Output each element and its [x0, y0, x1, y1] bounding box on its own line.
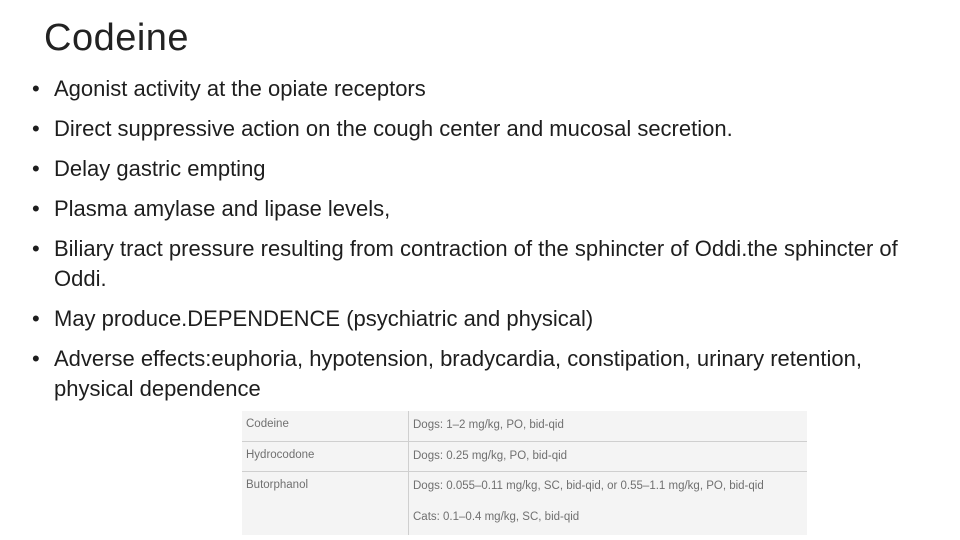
drug-name-cell: Hydrocodone	[242, 441, 409, 472]
bullet-item	[32, 304, 932, 334]
drug-name-cell: Codeine	[242, 411, 409, 441]
dose-text: Dogs: 0.25 mg/kg, PO, bid-qid	[413, 449, 568, 462]
bullet-marker: •	[32, 116, 40, 141]
dose-text: Cats: 0.1–0.4 mg/kg, SC, bid-qid	[413, 511, 580, 524]
dose-cell	[409, 441, 808, 472]
bullet-marker: •	[32, 76, 40, 101]
bullet-item	[32, 344, 932, 404]
bullet-item	[32, 194, 932, 224]
bullet-text: Plasma amylase and lipase levels,	[54, 196, 391, 221]
dosage-table	[242, 411, 807, 535]
bullet-text: May produce.DEPENDENCE (psychiatric and physical)	[54, 306, 594, 331]
bullet-item	[32, 154, 932, 184]
dose-text: Dogs: 1–2 mg/kg, PO, bid-qid	[413, 419, 564, 431]
drug-name-cell: Butorphanol	[242, 472, 409, 535]
dose-text: Dogs: 0.055–0.11 mg/kg, SC, bid-qid, or 0.55–1.1 mg/kg, PO, bid-qid	[413, 480, 764, 493]
slide-title: Codeine	[44, 17, 190, 59]
bullet-list	[32, 74, 932, 414]
bullet-text: Adverse effects:euphoria, hypotension, bradycardia, constipation, urinary retention, physical dependence	[54, 346, 862, 401]
bullet-marker: •	[32, 156, 40, 181]
bullet-text: Delay gastric empting	[54, 156, 266, 181]
table-row	[242, 411, 807, 441]
bullet-text: Agonist activity at the opiate receptors	[54, 76, 426, 101]
bullet-text: Biliary tract pressure resulting from contraction of the sphincter of Oddi.the sphincter of Oddi.	[54, 236, 898, 291]
bullet-item	[32, 234, 932, 294]
bullet-item	[32, 74, 932, 104]
bullet-marker: •	[32, 236, 40, 261]
dose-cell	[409, 411, 808, 441]
bullet-text: Direct suppressive action on the cough center and mucosal secretion.	[54, 116, 733, 141]
table-row	[242, 472, 807, 535]
dose-cell	[409, 472, 808, 535]
bullet-marker: •	[32, 306, 40, 331]
bullet-marker: •	[32, 346, 40, 371]
bullet-marker: •	[32, 196, 40, 221]
bullet-item	[32, 114, 932, 144]
table-row	[242, 441, 807, 472]
